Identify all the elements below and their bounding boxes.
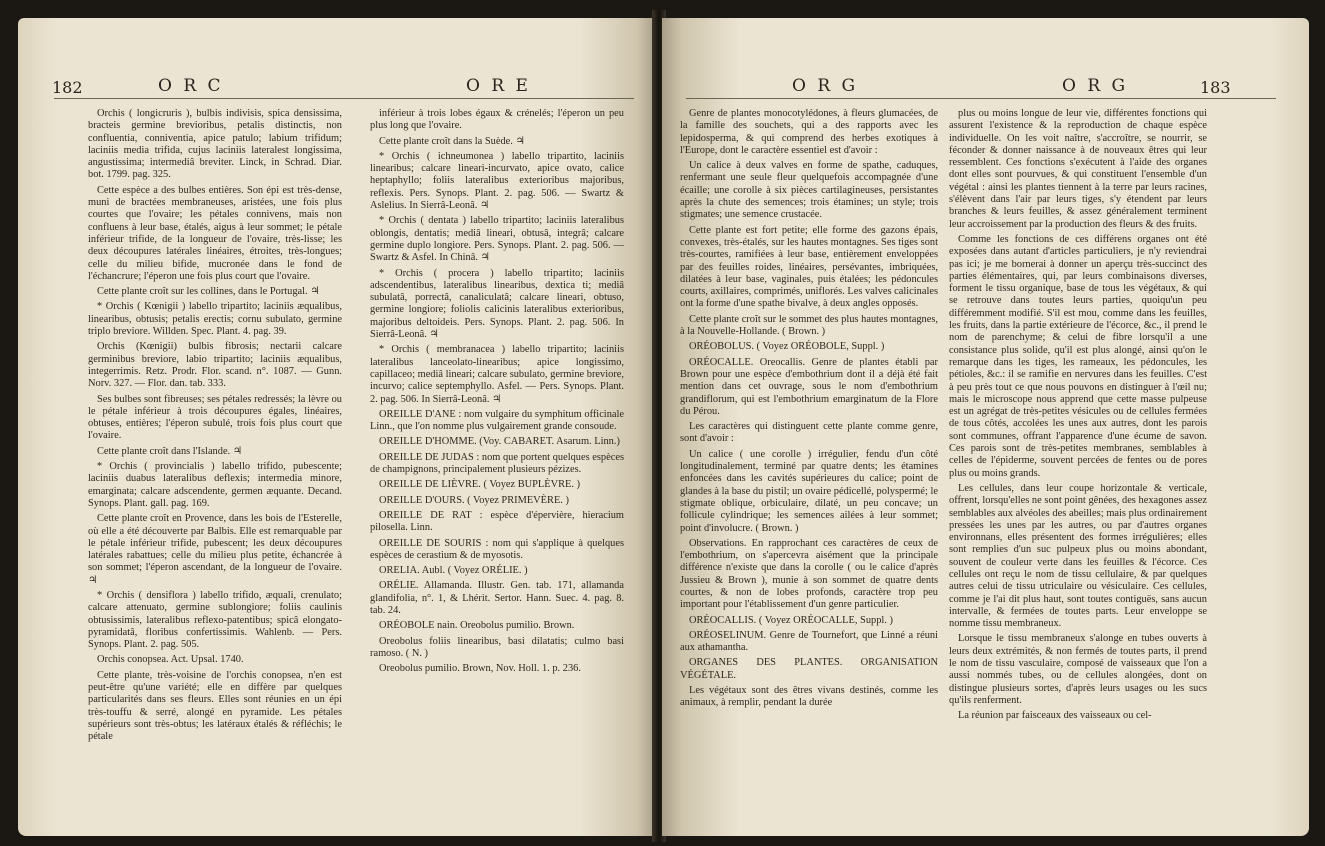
paragraph: ORÉOCALLE. Oreocallis. Genre de plantes établi par Brown pour une espèce d'embothrium dont il a déjà été fait mention dans cet ouvrage, sous le nom d'embothrium grandiflorum, qui est l'embothrium emarginatum de la Flore du Pérou. (680, 356, 938, 417)
paragraph: Cette plante croît sur les collines, dans le Portugal. ♃ (97, 286, 320, 298)
paragraph: Orchis (Kœnigii) bulbis fibrosis; nectarii calcare germinibus breviore, labio tripartito; laciniis æqualibus, integerrimis. Retz. Prodr. Flor. scand. n°. 1087. — Gunn. Norv. 327. — Flor. dan. tab. 333. (88, 341, 342, 390)
paragraph: ORELIA. Aubl. ( Voyez ORÉLIE. ) (379, 565, 528, 577)
paragraph: ORÉOBOLE nain. Oreobolus pumilio. Brown. (379, 620, 575, 632)
left-page-number: 182 (52, 78, 83, 97)
paragraph: OREILLE D'OURS. ( Voyez PRIMEVÈRE. ) (379, 494, 569, 506)
paragraph: Observations. En rapprochant ces caractères de ceux de l'embothrium, on s'apercevra aisément que la principale différence n'existe que dans la corolle ( ou le calice d'après Jussieu & Brown ), munie à son sommet de quatre dents courtes, & non de lobes profonds, caractère trop peu important pour l'établissement d'un genre particulier. (680, 537, 938, 611)
right-column-2 (949, 108, 1207, 726)
paragraph: ORÉOCALLIS. ( Voyez ORÉOCALLE, Suppl. ) (689, 614, 893, 626)
paragraph: OREILLE DE JUDAS : nom que portent quelques espèces de champignons, principalement plusieurs pézizes. (370, 451, 624, 476)
paragraph: Oreobolus foliis linearibus, basi dilatatis; culmo basi ramoso. ( N. ) (370, 635, 624, 659)
paragraph: Orchis conopsea. Act. Upsal. 1740. (97, 654, 244, 666)
paragraph: Cette plante croît sur le sommet des plus hautes montagnes, à la Nouvelle-Hollande. ( Brown. ) (680, 313, 938, 338)
left-column-1 (88, 108, 342, 747)
paragraph: Les cellules, dans leur coupe horizontale & verticale, offrent, lorsqu'elles ne sont point gênées, des hexagones assez semblables aux alvéoles des abeilles; mais plus ordinairement pressées les unes par les autres, ou par d'autres organes environnans, elles présentent des formes irrégulières; elles sont remplies d'un suc pulpeux plus ou moins abondant, souvent de couleur verte dans les feuilles & l'écorce. Ces cellules ont reçu le nom de tissu cellulaire, & par quelques autres celui de tissu utriculaire ou vésiculaire. Ces cellules, comme je l'ai dit plus haut, sont toutes contiguës, sans aucun intervalle, & fermées de toutes parts. Leur enveloppe se nomme tissu membraneux. (949, 482, 1207, 630)
paragraph: Cette plante croît en Provence, dans les bois de l'Esterelle, où elle a été découverte par Balbis. Elle est remarquable par le pétale inférieur trifide, pubescent; les deux découpures latérales rabattues; celle du milieu plus petite, échancrée à son sommet; l'éperon ascendant, de la longueur de l'ovaire. ♃ (88, 513, 342, 586)
paragraph: Orchis ( longicruris ), bulbis indivisis, spica densissima, bracteis germine brevioribus, petalis distinctis, non confluentia, conniventia, apice patulo; labium trifidum; laciniis media trifida, cujus laciniis lateralest longissima, angustissima; intermediâ breviter. Linck, in Schrad. Diar. bot. 1799. pag. 325. (88, 108, 342, 181)
paragraph: Un calice à deux valves en forme de spathe, caduques, renfermant une seule fleur quelquefois accompagnée d'une écaille; une corolle à six pièces cartilagineuses, persistantes après la chute des semences; trois étamines; un style; trois stigmates; une semence crustacée. (680, 160, 938, 221)
paragraph: Un calice ( une corolle ) irrégulier, fendu d'un côté longitudinalement, terminé par quatre dents; les étamines enfoncées dans les cavités supérieures du calice; point de glandes à la base du pistil; un ovaire pédicellé, polyspermé; le stigmate oblique, orbiculaire, dilaté, un peu concave; un follicule cylindrique; les semences ailées à leur sommet; point d'involucre. ( Brown. ) (680, 448, 938, 534)
paragraph: * Orchis ( membranacea ) labello tripartito; laciniis lateralibus lanceolato-linearibus; apice longissimo, capillaceo; mediâ lineari; calcare subulato, germine breviore, incurvo; calice septemphyllo. Asfel. — Pers. Synops. Plant. 2. pag. 506. In Sierrâ-Leonâ. ♃ (370, 344, 624, 405)
paragraph: OREILLE D'HOMME. (Voy. CABARET. Asarum. Linn.) (379, 436, 620, 448)
paragraph: OREILLE DE LIÈVRE. ( Voyez BUPLÈVRE. ) (379, 479, 581, 491)
paragraph: La réunion par faisceaux des vaisseaux ou cel- (958, 710, 1152, 722)
right-page-number: 183 (1200, 78, 1231, 97)
paragraph: ORÉOSELINUM. Genre de Tournefort, que Linné a réuni aux athamantha. (680, 629, 938, 654)
left-header-left: O R C (158, 76, 224, 96)
paragraph: Genre de plantes monocotylédones, à fleurs glumacées, de la famille des souchets, qui a des rapports avec les lepidosperma, & qui comprend des herbes exotiques à l'Europe, dont le caractère essentiel est d'avoir : (680, 108, 938, 156)
paragraph: ORÉOBOLUS. ( Voyez ORÉOBOLE, Suppl. ) (689, 341, 885, 353)
paragraph: ORGANES DES PLANTES. ORGANISATION VÉGÉTALE. (680, 657, 938, 681)
paragraph: Cette plante est fort petite; elle forme des gazons épais, convexes, très-étalés, sur les hautes montagnes. Ses tiges sont très-courtes, ramifiées à leur base, entièrement enveloppées par des feuilles roides, linéaires, persévantes, imbriquées, dilatées à leur base, vaginales, puis étalées; les pédoncules courts, axillaires, comprimés, uniflorés. Les valves calicinales ont la forme d'une spathe bivalve, à deux angles opposés. (680, 224, 938, 310)
paragraph: plus ou moins longue de leur vie, différentes fonctions qui assurent l'existence & la reproduction de chaque espèce individuelle. On les voit naître, s'accroître, se nourrir, se féconder & donner naissance à de nouveaux êtres qui leur ressemblent. Ces fonctions s'exécutent à l'aide des organes dont elles sont pourvues, & qui constituent l'ensemble d'un végétal : ainsi les plantes tiennent à la terre par leurs racines, s'élèvent dans l'air par leurs tiges, s'y étendent par leurs branches & leurs feuilles, & assez généralement terminent leur accroissement par la production des fleurs & des fruits. (949, 108, 1207, 230)
paragraph: Cette plante croît dans l'Islande. ♃ (97, 445, 243, 457)
paragraph: Les végétaux sont des êtres vivans destinés, comme les animaux, à remplir, pendant la durée (680, 685, 938, 709)
right-page (662, 18, 1309, 836)
right-header-rule (686, 98, 1276, 99)
paragraph: Ses bulbes sont fibreuses; ses pétales redressés; la lèvre ou le pétale inférieur à trois découpures égales, linéaires, obtuses, entières; l'éperon subulé, trois fois plus court que l'ovaire. (88, 393, 342, 442)
paragraph: * Orchis ( procera ) labello tripartito; laciniis adscendentibus, lateralibus linearibus, dextica ti; mediâ subulatâ, porrectâ, canaliculatâ; calcare lineari, obtuso, germine longiore; foliolis calicinis lateralibus exterioribus, majoribus deltoideis. Pers. Synops. Plant. 2. pag. 506. In Sierrâ-Leonâ. ♃ (370, 267, 624, 341)
paragraph: * Orchis ( ichneumonea ) labello tripartito, laciniis linearibus; calcare lineari-incurvato, apice ovato, calice heptaphyllo; foliis lateralibus exterioribus majoribus, reflexis. Pers. Synops. Plant. 2. pag. 506. — Swartz & Aslelius. In Sierrâ-Leonâ. ♃ (370, 150, 624, 212)
paragraph: ORÉLIE. Allamanda. Illustr. Gen. tab. 171, allamanda glandifolia, n°. 1, & Lhérit. Sertor. Hann. Suec. 4. pag. 8. tab. 24. (370, 580, 624, 616)
paragraph: Cette plante croît dans la Suède. ♃ (379, 135, 525, 147)
left-header-rule (54, 98, 634, 99)
paragraph: Comme les fonctions de ces différens organes ont été exposées dans autant d'articles particuliers, je n'y reviendrai pas ici; je me bornerai à donner un aperçu très-succinct des parties élémentaires, qui, par leurs combinaisons diverses, forment le tissu organique, base de tous les végétaux, & qui se retrouve dans toutes leurs parties, quoiqu'un peu différemment modifié. S'il est mou, comme dans les feuilles, les fruits, dans la partie extérieure de l'écorce, &c., il prend le nom de parenchyme; & celui de fibre lorsqu'il a une consistance plus solide, qu'il est plus alongé, ainsi qu'on le remarque dans les tiges, les rameaux, les pédoncules, les pétioles, &c.: il se ramifie en nervures dans les feuilles. C'est à peu près tout ce que nous pouvons en distinguer à l'œil nu; mais le microscope nous apprend que cette masse pulpeuse est un agrégat de très-petites vésicules ou de cellules fermées de tous côtés, accolées les unes aux autres, dont les parois sont communes, offrant l'apparence d'une écume de savon. Ces parois sont de très-petites membranes, semblables à celles de l'épiderme, souvent percées de fentes ou de pores plus ou moins grands. (949, 233, 1207, 479)
right-header-left: O R G (792, 76, 859, 96)
left-page (18, 18, 656, 836)
paragraph: OREILLE DE SOURIS : nom qui s'applique à quelques espèces de cerastium & de myosotis. (370, 537, 624, 561)
right-header-right: O R G (1062, 76, 1129, 96)
paragraph: * Orchis ( dentata ) labello tripartito; laciniis lateralibus oblongis, dentatis; mediâ lineari, obtusâ, integrâ; calcare germine duplo longiore. Pers. Synops. Plant. 2. pag. 506. — Swartz & Asfel. In Chinâ. ♃ (370, 215, 624, 264)
paragraph: Lorsque le tissu membraneux s'alonge en tubes ouverts à leurs deux extrémités, & non fermés de toutes parts, il prend le nom de tissu vasculaire, composé de vaisseaux que l'on a aussi nommés tubes, ou de cellules alongées, dont on distingue plusieurs sortes, d'après leurs usages ou les sucs qu'ils renferment. (949, 633, 1207, 706)
left-header-right: O R E (466, 76, 531, 96)
paragraph: OREILLE DE RAT : espèce d'épervière, hieracium pilosella. Linn. (370, 509, 624, 534)
paragraph: * Orchis ( provincialis ) labello trifido, pubescente; laciniis duabus lateralibus deflexis; intermedia minore, emarginata; calcare adscendente, germen æquante. Decand. Synops. Plant. gall. pag. 169. (88, 461, 342, 509)
paragraph: OREILLE D'ANE : nom vulgaire du symphitum officinale Linn., que l'on nomme plus vulgairement grande consoude. (370, 408, 624, 433)
right-column-1 (680, 108, 938, 713)
paragraph: Oreobolus pumilio. Brown, Nov. Holl. 1. p. 236. (379, 663, 581, 675)
left-column-2 (370, 108, 624, 678)
paragraph: Cette espèce a des bulbes entières. Son épi est très-dense, muni de bractées membraneuses, aristées, une fois plus courtes que l'ovaire; les pétales connivens, mais non confluens à leur base, étalés, aigus à leur sommet; le pétale inférieur trifide, de la longueur de l'ovaire, très-lisse; les deux découpures latérales linéaires, étroites, très-longues; celle du milieu bifide, mucronée dans le fond de l'échancrure; l'éperon une fois plus court que l'ovaire. (88, 184, 342, 282)
paragraph: Cette plante, très-voisine de l'orchis conopsea, n'en est peut-être qu'une variété; elle en diffère par quelques particularités dans ses fleurs. Elles sont réunies en un épi très-touffu & serré, alongé en pyramide. Les pétales supérieurs sont très-obtus; les latéraux étalés & réfléchis; le pétale (88, 669, 342, 743)
paragraph: inférieur à trois lobes égaux & crénelés; l'éperon un peu plus long que l'ovaire. (370, 108, 624, 132)
paragraph: Les caractères qui distinguent cette plante comme genre, sont d'avoir : (680, 421, 938, 445)
paragraph: * Orchis ( densiflora ) labello trifido, æquali, crenulato; calcare attenuato, germine sublongiore; foliis caulinis obtusissimis, lateralibus reflexo-patentibus; spicâ elongato-pyramidatâ, floribus confertissimis. Wahlenb. — Pers. Synops. Plant. 2. pag. 505. (88, 589, 342, 651)
paragraph: * Orchis ( Kœnigii ) labello tripartito; laciniis æqualibus, linearibus, obtusis; petalis erectis; cornu subulato, germine triplo breviore. Willden. Spec. Plant. 4. pag. 39. (88, 301, 342, 338)
